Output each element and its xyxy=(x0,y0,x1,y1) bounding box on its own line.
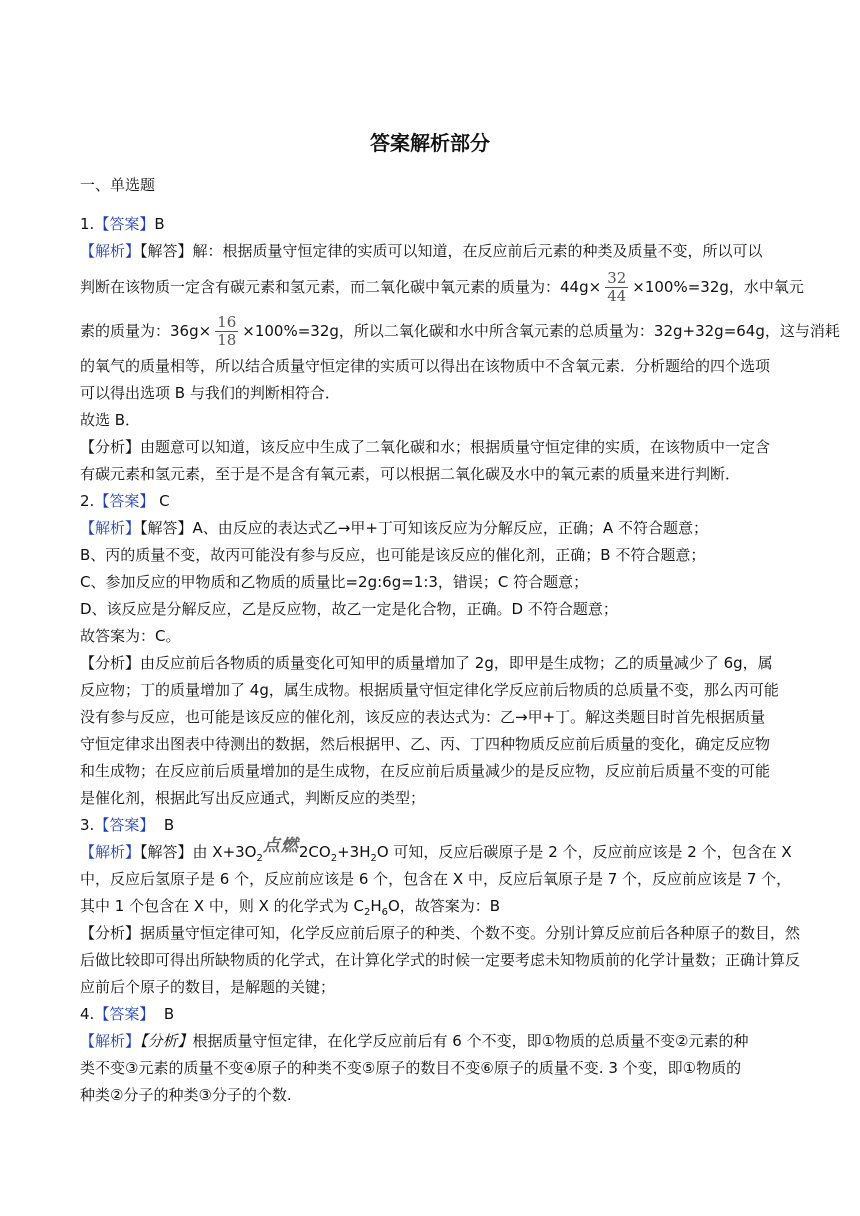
q3-analysis-line-1 xyxy=(80,836,792,866)
q3-answer-line xyxy=(80,812,780,839)
q1-text-2b: ×100%=32g，水中氧元 xyxy=(632,278,804,296)
q3-eq-sub-3: 2 xyxy=(370,853,377,864)
q1-analysis-line-1 xyxy=(80,238,780,265)
q4-text-3: 种类②分子的种类③分子的个数. xyxy=(80,1086,292,1104)
q3-formula-sub-h: 6 xyxy=(381,907,388,918)
q3-fenxi-1: 据质量守恒定律可知，化学反应前后原子的种类、个数不变。分别计算反应前后各种原子的数目，然 xyxy=(140,924,801,942)
q4-answer: B xyxy=(154,1005,175,1023)
answer-tag: 【答案】 xyxy=(94,1005,155,1023)
q3-fenxi-3: 应前后个原子的数目，是解题的关键； xyxy=(80,978,336,996)
q1-text-3a: 素的质量为：36g× xyxy=(80,322,212,340)
q1-text-5: 可以得出选项 B 与我们的判断相符合． xyxy=(80,384,340,402)
q3-fenxi-line-1 xyxy=(80,920,801,947)
q2-text-4: D、该反应是分解反应，乙是反应物，故乙一定是化合物，正确。D 不符合题意； xyxy=(80,600,618,618)
q3-eq-part-c: 2CO xyxy=(298,843,331,861)
q2-answer-line xyxy=(80,488,780,515)
q2-text-1: A、由反应的表达式乙→甲+丁可知该反应为分解反应，正确；A 不符合题意； xyxy=(192,519,708,537)
q3-eq-part-e: +3H xyxy=(337,843,371,861)
q3-text-2: 中，反应后氢原子是 6 个，反应前应该是 6 个，包含在 X 中，反应后氧原子是 7 个，反应前应该是 7 个， xyxy=(80,870,792,888)
fenxi-tag: 【分析】 xyxy=(80,654,141,672)
solution-tag: 【解答】 xyxy=(140,519,193,537)
q1-fenxi-1: 由题意可以知道，该反应中生成了二氧化碳和水；根据质量守恒定律的实质，在该物质中一定含 xyxy=(140,438,771,456)
q4-text-2: 类不变③元素的质量不变④原子的种类不变⑤原子的数目不变⑥原子的质量不变. 3 个变，即①物质的 xyxy=(80,1059,742,1077)
answer-tag: 【答案】 xyxy=(94,816,155,834)
q2-fenxi-2: 反应物；丁的质量增加了 4g，属生成物。根据质量守恒定律化学反应前后物质的总质量不变，那么丙可能 xyxy=(80,681,779,699)
q1-answer-line xyxy=(80,211,780,238)
q2-answer: C xyxy=(154,492,170,510)
q1-text-1: 解：根据质量守恒定律的实质可以知道，在反应前后元素的种类及质量不变，所以可以 xyxy=(192,242,763,260)
question-4 xyxy=(80,1001,780,1109)
ignite-condition: 点燃 xyxy=(262,836,299,856)
frac2-denominator: 18 xyxy=(217,331,237,349)
fraction-32-44 xyxy=(605,270,628,305)
q3-fenxi-2: 后做比较即可得出所缺物质的化学式，在计算化学式的时候一定要考虑未知物质前的化学计量数；正确计算反 xyxy=(80,951,801,969)
q1-text-2a: 判断在该物质一定含有碳元素和氢元素，而二氧化碳中氧元素的质量为：44g× xyxy=(80,278,602,296)
answer-tag: 【答案】 xyxy=(94,492,155,510)
q4-answer-line xyxy=(80,1001,780,1028)
q4-number: 4. xyxy=(80,1005,95,1023)
q3-eq-sub-2: 2 xyxy=(330,853,338,864)
q3-answer: B xyxy=(154,816,175,834)
analysis-tag: 【解析】 xyxy=(80,1032,141,1050)
analysis-tag: 【解析】 xyxy=(80,519,141,537)
q2-fenxi-1: 由反应前后各物质的质量变化可知甲的质量增加了 2g，即甲是生成物；乙的质量减少了 6g，属 xyxy=(140,654,773,672)
q1-fenxi-line-1 xyxy=(80,434,780,461)
q3-text-3c: H xyxy=(370,897,382,915)
fraction-16-18 xyxy=(215,314,238,349)
q4-text-1: 根据质量守恒定律，在化学反应前后有 6 个不变，即①物质的总质量不变②元素的种 xyxy=(192,1032,749,1050)
q3-text-3e: O，故答案为：B xyxy=(387,897,501,915)
q1-analysis-line-3 xyxy=(80,309,840,353)
q1-text-3b: ×100%=32g，所以二氧化碳和水中所含氧元素的总质量为：32g+32g=64g，这与消耗 xyxy=(242,322,840,340)
analysis-tag: 【解析】 xyxy=(80,242,141,260)
q3-eq-part-a: 由 X+3O xyxy=(192,843,257,861)
question-2 xyxy=(80,488,780,812)
page-title: 答案解析部分 xyxy=(370,131,490,155)
answer-tag: 【答案】 xyxy=(94,215,155,233)
q3-eq-sub-1: 2 xyxy=(256,853,263,864)
fenxi-tag: 【分析】 xyxy=(80,924,141,942)
section-heading: 一、单选题 xyxy=(80,176,156,194)
q1-text-4: 的氧气的质量相等，所以结合质量守恒定律的实质可以得出在该物质中不含氧元素．分析题给的四个选项 xyxy=(80,357,771,375)
solution-tag: 【解答】 xyxy=(140,843,193,861)
q2-text-3: C、参加反应的甲物质和乙物质的质量比=2g:6g=1:3，错误；C 符合题意； xyxy=(80,573,589,591)
q3-eq-part-g: O 可知，反应后碳原子是 2 个，反应前应该是 2 个，包含在 X xyxy=(376,843,792,861)
q2-analysis-line-1 xyxy=(80,515,780,542)
q2-fenxi-4: 守恒定律求出图表中待测出的数据，然后根据甲、乙、丙、丁四种物质反应前后质量的变化，确定反应物 xyxy=(80,735,771,753)
q2-fenxi-line-1 xyxy=(80,650,780,677)
frac1-denominator: 44 xyxy=(607,287,627,305)
q3-number: 3. xyxy=(80,816,95,834)
q1-text-6: 故选 B． xyxy=(80,411,141,429)
frac1-numerator: 32 xyxy=(607,269,627,287)
q2-fenxi-3: 没有参与反应，也可能是该反应的催化剂，该反应的表达式为：乙→甲+丁。解这类题目时首先根据质量 xyxy=(80,708,766,726)
q2-fenxi-5: 和生成物；在反应前后质量增加的是生成物，在反应前后质量减少的是反应物，反应前后质量不变的可能 xyxy=(80,762,771,780)
solution-tag: 【解答】 xyxy=(140,242,193,260)
analysis-tag: 【解析】 xyxy=(80,843,141,861)
question-3 xyxy=(80,812,801,1001)
q1-answer: B xyxy=(154,215,165,233)
q3-text-3a: 其中 1 个包含在 X 中，则 X 的化学式为 C xyxy=(80,897,364,915)
q1-analysis-line-2 xyxy=(80,265,804,309)
q2-number: 2. xyxy=(80,492,95,510)
q2-text-5: 故答案为：C。 xyxy=(80,627,181,645)
q1-fenxi-2: 有碳元素和氢元素，至于是不是含有氧元素，可以根据二氧化碳及水中的氧元素的质量来进行判断． xyxy=(80,465,741,483)
fenxi-tag: 【分析】 xyxy=(80,438,141,456)
q3-formula-sub-c: 2 xyxy=(363,907,371,918)
q1-number: 1. xyxy=(80,215,95,233)
question-1 xyxy=(80,211,840,488)
fenxi-italic-tag: 【分析】 xyxy=(140,1032,193,1050)
q2-fenxi-6: 是催化剂，根据此写出反应通式，判断反应的类型； xyxy=(80,789,426,807)
q3-analysis-line-3 xyxy=(80,893,780,920)
q2-text-2: B、丙的质量不变，故丙可能没有参与反应，也可能是该反应的催化剂，正确；B 不符合题意； xyxy=(80,546,706,564)
q4-analysis-line-1 xyxy=(80,1028,780,1055)
frac2-numerator: 16 xyxy=(217,313,237,331)
